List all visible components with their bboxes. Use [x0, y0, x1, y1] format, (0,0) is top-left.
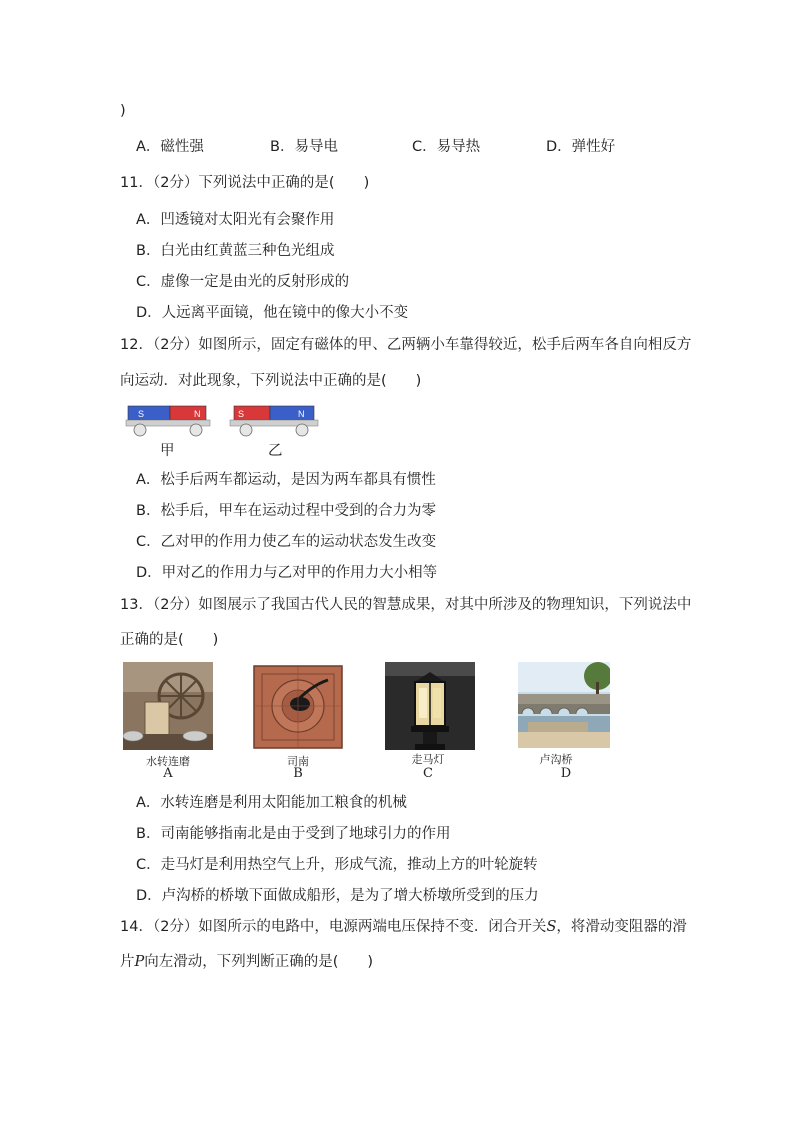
q12-option-a[interactable]: A．松手后两车都运动，是因为两车都具有惯性	[136, 472, 436, 488]
cart-left-label: 甲	[160, 443, 175, 459]
image-b-caption: 司南	[287, 755, 309, 768]
q10-option-c[interactable]: C．易导热	[412, 139, 481, 155]
q12-stem-line2: 向运动．对此现象，下列说法中正确的是( )	[120, 373, 422, 389]
cart-right	[230, 406, 318, 436]
lugou-bridge-photo	[518, 662, 610, 748]
cart-right-label: 乙	[268, 443, 283, 459]
q10-option-b[interactable]: B．易导电	[270, 139, 338, 155]
q13-stem-line2: 正确的是( )	[120, 632, 219, 648]
q14-stem-line2-head: 片	[120, 954, 135, 970]
q13-option-d[interactable]: D．卢沟桥的桥墩下面做成船形，是为了增大桥墩所受到的压力	[136, 888, 539, 904]
q13-option-b[interactable]: B．司南能够指南北是由于受到了地球引力的作用	[136, 826, 451, 842]
q10-option-a[interactable]: A．磁性强	[136, 139, 204, 155]
cart-left-pole-n: N	[194, 409, 201, 419]
cart-right-pole-n: N	[298, 409, 305, 419]
image-b-letter: B	[293, 766, 303, 781]
cart-left-pole-s: S	[138, 409, 145, 419]
q11-stem: 11．（2分）下列说法中正确的是( )	[120, 175, 370, 191]
image-d-letter: D	[560, 766, 572, 781]
q12-option-d[interactable]: D．甲对乙的作用力与乙对甲的作用力大小相等	[136, 565, 438, 581]
q10-option-d[interactable]: D．弹性好	[546, 139, 616, 155]
cart-right-pole-s: S	[238, 409, 245, 419]
q14-stem-line2	[120, 950, 373, 971]
sinan-compass-photo	[250, 664, 346, 750]
q11-option-c[interactable]: C．虚像一定是由光的反射形成的	[136, 274, 350, 290]
water-mill-photo	[123, 662, 213, 750]
q11-option-b[interactable]: B．白光由红黄蓝三种色光组成	[136, 243, 335, 259]
trotting-horse-lamp-photo	[385, 662, 475, 750]
q12-stem-line1: 12．（2分）如图所示，固定有磁体的甲、乙两辆小车靠得较近，松手后两车各自向相反方	[120, 337, 692, 353]
q13-stem-line1: 13．（2分）如图展示了我国古代人民的智慧成果，对其中所涉及的物理知识，下列说法中	[120, 597, 692, 613]
q14-stem-line1	[120, 915, 687, 936]
image-a-caption: 水转连磨	[146, 755, 190, 768]
q10-tail: )	[120, 103, 126, 119]
q11-option-d[interactable]: D．人远离平面镜，他在镜中的像大小不变	[136, 305, 409, 321]
q13-option-c[interactable]: C．走马灯是利用热空气上升，形成气流，推动上方的叶轮旋转	[136, 857, 538, 873]
q12-option-b[interactable]: B．松手后，甲车在运动过程中受到的合力为零	[136, 503, 436, 519]
image-c-caption: 走马灯	[411, 753, 445, 766]
q12-option-c[interactable]: C．乙对甲的作用力使乙车的运动状态发生改变	[136, 534, 437, 550]
q14-stem-line1-tail: ，将滑动变阻器的滑	[556, 919, 687, 935]
q11-option-a[interactable]: A．凹透镜对太阳光有会聚作用	[136, 212, 335, 228]
image-d-caption: 卢沟桥	[539, 753, 573, 766]
q14-stem-line1-text: 14．（2分）如图所示的电路中，电源两端电压保持不变．闭合开关	[120, 919, 547, 935]
q14-stem-line2-tail: 向左滑动，下列判断正确的是( )	[144, 954, 374, 970]
cart-left	[126, 406, 210, 436]
image-a-letter: A	[163, 766, 173, 781]
q14-switch-var: S	[546, 919, 557, 935]
image-c-letter: C	[423, 766, 433, 781]
q12-magnet-carts-figure	[122, 400, 332, 445]
q13-option-a[interactable]: A．水转连磨是利用太阳能加工粮食的机械	[136, 795, 407, 811]
q14-slider-var: P	[134, 954, 145, 970]
